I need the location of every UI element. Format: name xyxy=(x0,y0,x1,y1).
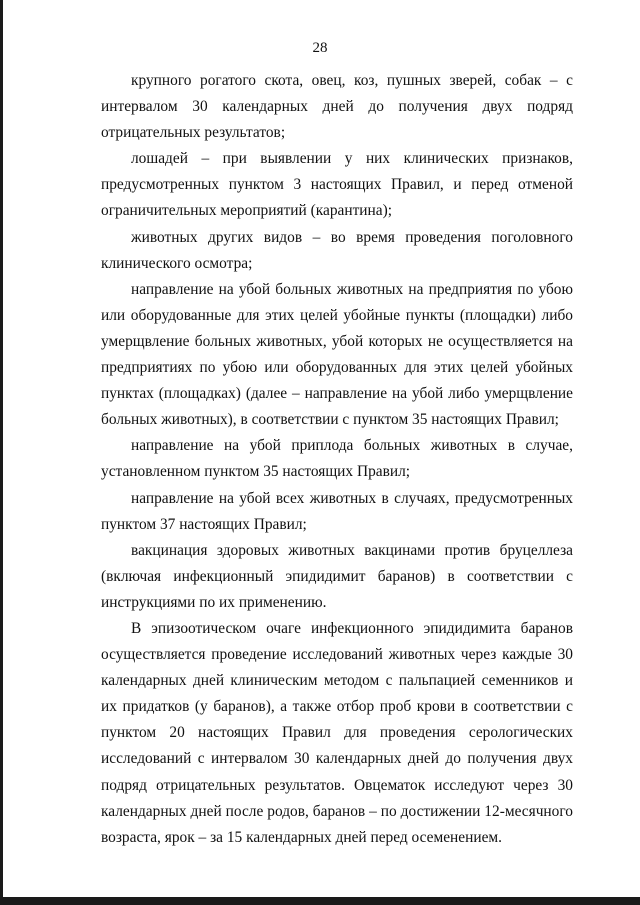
paragraph-epididymitis: В эпизоотическом очаге инфекционного эпидидимита баранов осуществляется проведение исследований животных через каждые 30 календарных дней клиническим методом с пальпацией семенников и их придатков (у баранов), а также отбор проб крови в соответствии с пунктом 20 настоящих Правил для проведения серологических исследований с интервалом 30 календарных дней до получения двух подряд отрицательных результатов. Овцематок исследуют через 30 календарных дней после родов, баранов – по достижении 12-месячного возраста, ярок – за 15 календарных дней перед осеменением. xyxy=(101,619,573,846)
page-number: 28 xyxy=(312,40,328,56)
paragraph-slaughter-sick: направление на убой больных животных на предприятия по убою или оборудованные для этих целей убойные пункты (площадки) либо умерщвление больных животных, убой которых не осуществляется на предприятиях по убою или оборудованных для этих целей убойных пунктах (площадках) (далее – направление на убой либо умерщвление больных животных), в соответствии с пунктом 35 настоящих Правил; xyxy=(101,280,573,429)
paragraph-cattle: крупного рогатого скота, овец, коз, пушных зверей, собак – с интервалом 30 календарных дней до получения двух подряд отрицательных результатов; xyxy=(101,72,573,142)
document-body xyxy=(101,68,573,851)
paragraph-slaughter-all: направление на убой всех животных в случаях, предусмотренных пунктом 37 настоящих Правил; xyxy=(101,489,573,533)
paragraph-slaughter-offspring: направление на убой приплода больных животных в случае, установленном пунктом 35 настоящих Правил; xyxy=(101,437,573,481)
paragraph-horses: лошадей – при выявлении у них клинических признаков, предусмотренных пунктом 3 настоящих Правил, и перед отменой ограничительных мероприятий (карантина); xyxy=(101,150,573,220)
scan-edge-left xyxy=(0,0,3,905)
scan-edge-bottom xyxy=(0,897,640,905)
paragraph-vaccination: вакцинация здоровых животных вакцинами против бруцеллеза (включая инфекционный эпидидимит баранов) в соответствии с инструкциями по их применению. xyxy=(101,541,573,611)
paragraph-other-animals: животных других видов – во время проведения поголовного клинического осмотра; xyxy=(101,228,573,272)
